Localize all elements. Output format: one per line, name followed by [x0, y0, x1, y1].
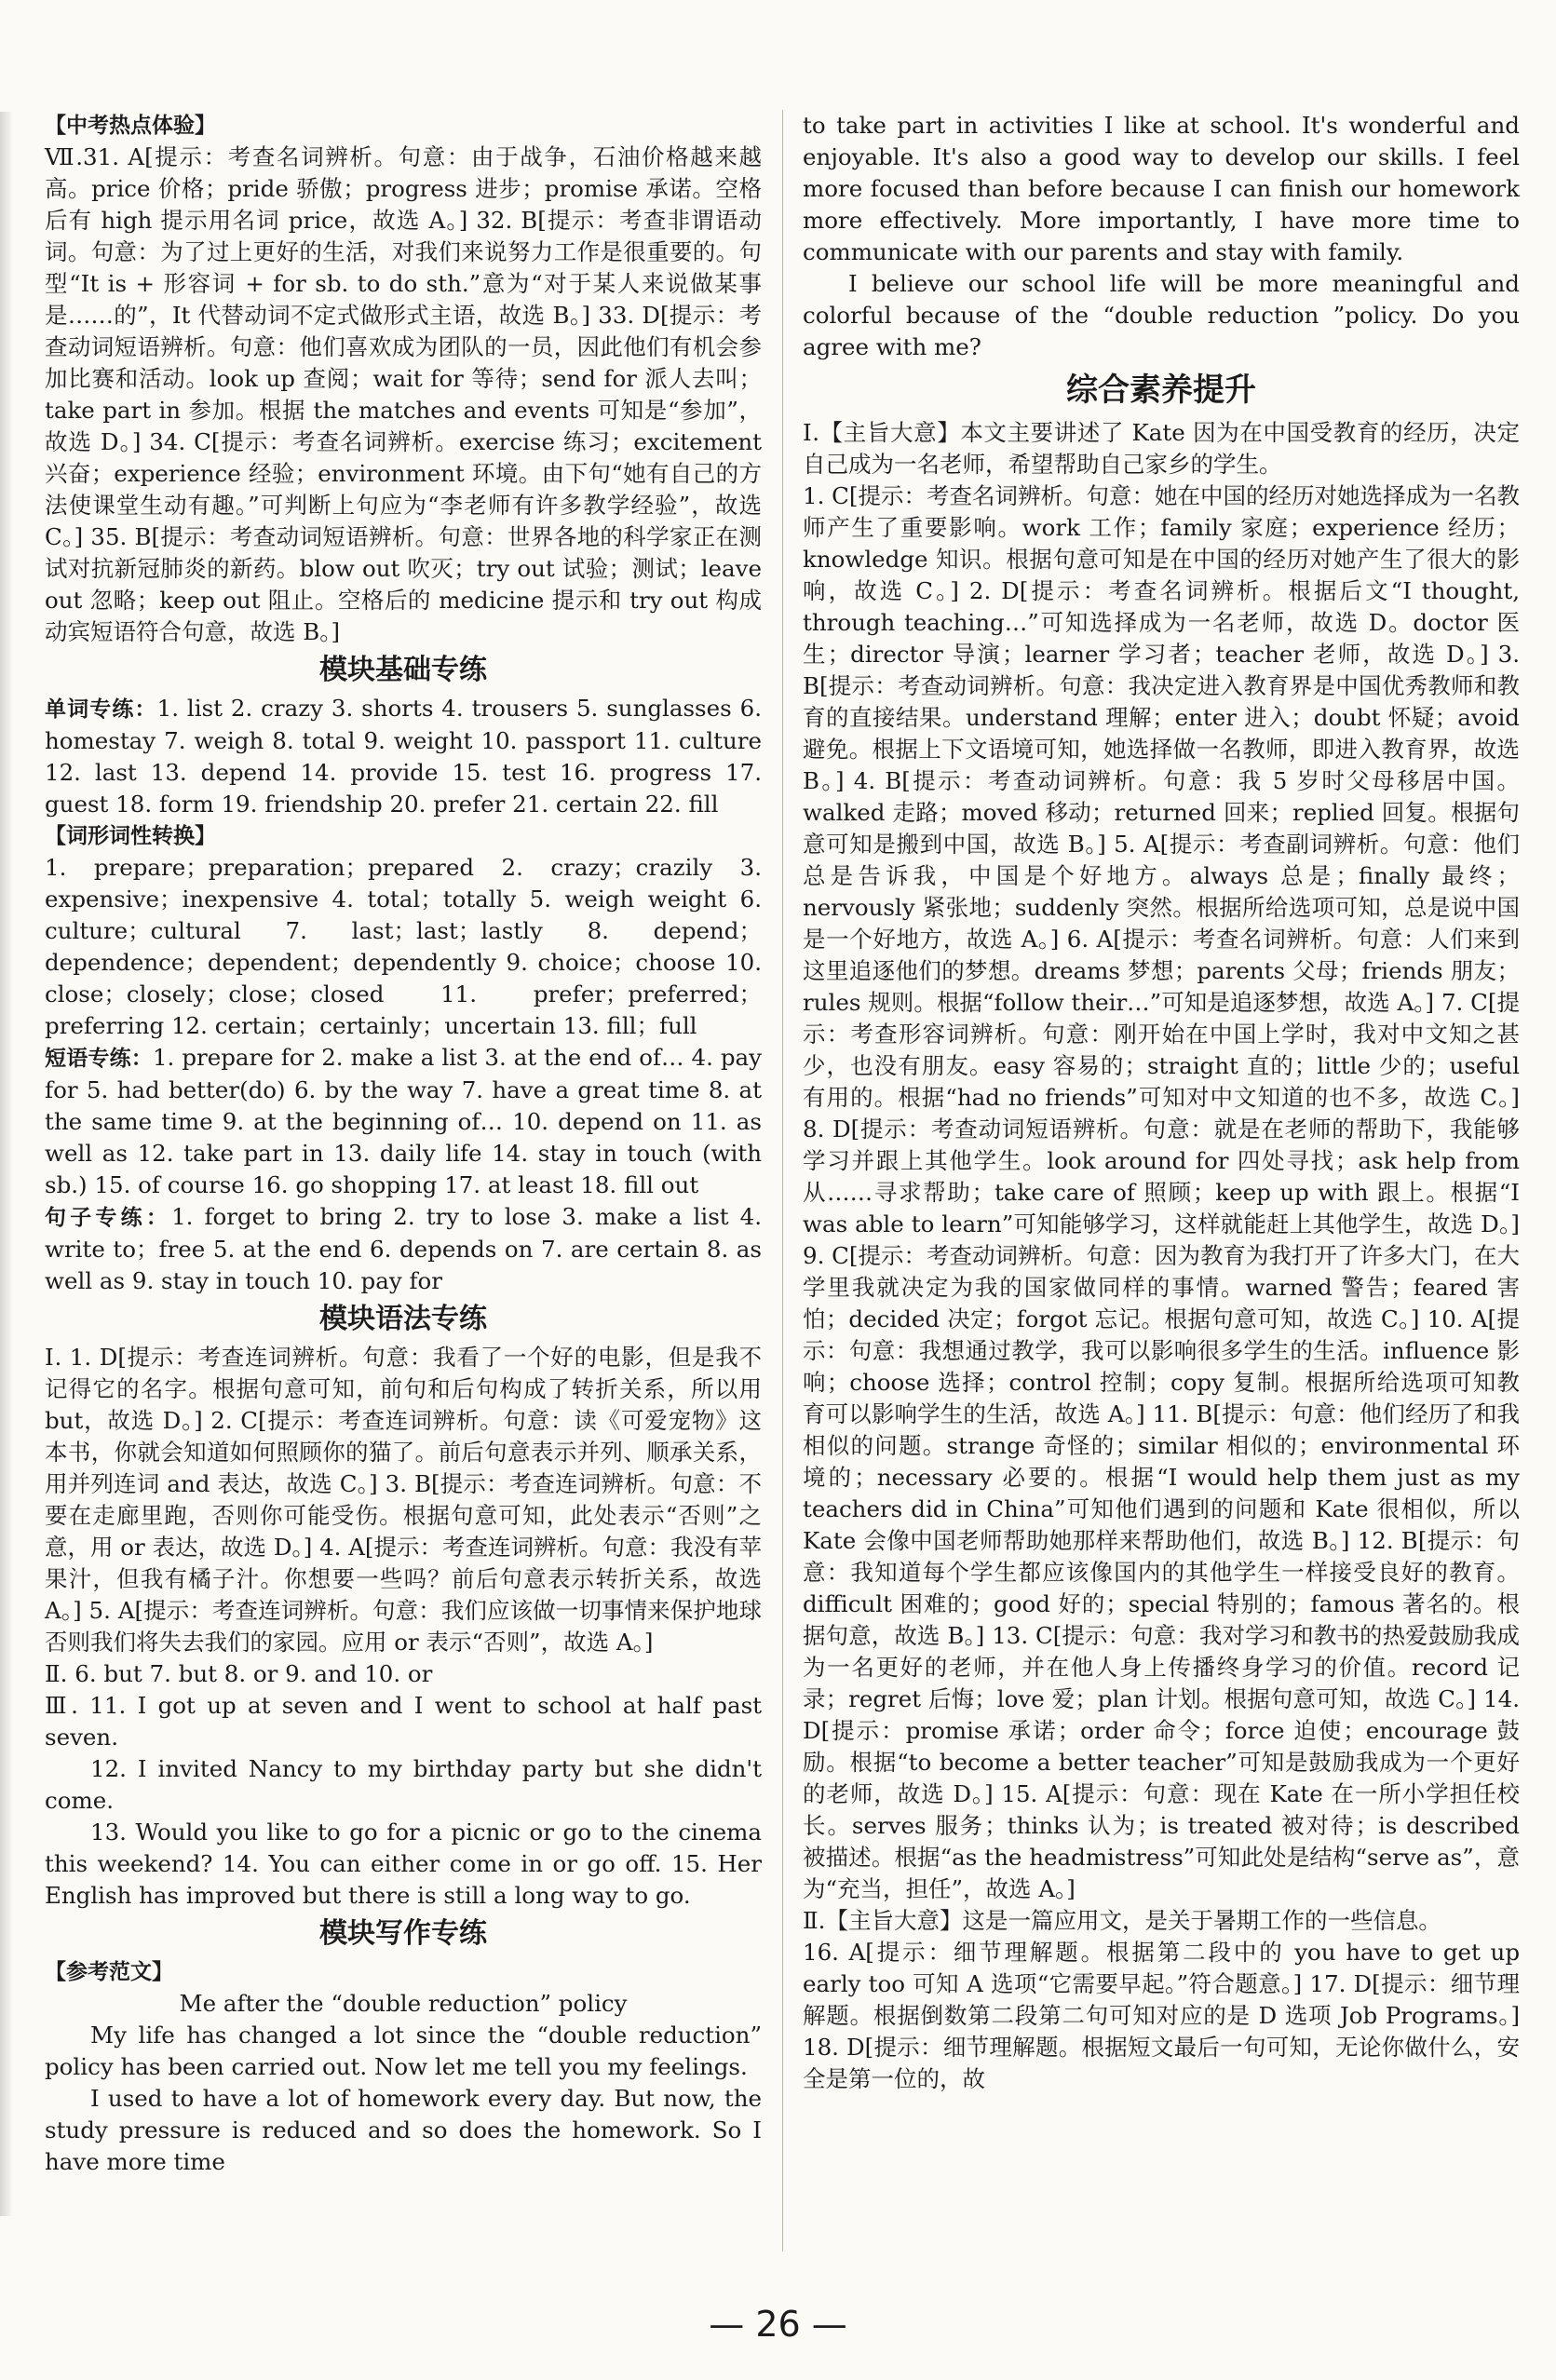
writing-practice-title: 模块写作专练: [319, 1917, 487, 1950]
reference-essay-heading: 【参考范文】: [45, 1960, 173, 1984]
word-practice-label: 单词专练：: [45, 697, 157, 722]
right-column: [803, 110, 1520, 2095]
essay-title: Me after the “double reduction” policy: [179, 1990, 628, 2017]
essay-paragraph-1: My life has changed a lot since the “double reduction” policy has been carried out. Now let me tell you my feelings.: [45, 2022, 762, 2080]
section-2-main-idea: Ⅱ.【主旨大意】这是一篇应用文，是关于暑期工作的一些信息。: [803, 1907, 1441, 1934]
page-number: — 26 —: [709, 2304, 847, 2345]
essay-paragraph-2: I used to have a lot of homework every day. But now, the study pressure is reduced and so does the homework. So I have more time: [45, 2085, 762, 2175]
word-practice-text: 1. list 2. crazy 3. shorts 4. trousers 5. sunglasses 6. homestay 7. weigh 8. total 9. weight 10. passport 11. culture 12. last 13. depend 14. provide 15. test 16. progress 17. guest 18. form 19. friendship 20. prefer 21. certain 22. fill: [45, 695, 762, 818]
column-divider: [782, 110, 783, 2252]
phrase-practice: [45, 1042, 762, 1201]
essay-continuation: to take part in activities I like at school. It's wonderful and enjoyable. It's also a good way to develop our skills. I feel more focused than before because I can finish our homework more effectively. More importantly, I have more time to communicate with our parents and stay with family.: [803, 112, 1520, 265]
section-2-answers: 16. A[提示：细节理解题。根据第二段中的 you have to get up early too 可知 A 选项“它需要早起。”符合题意。] 17. D[提示：细节理解题。根据倒数第二段第二句可知对应的是 D 选项 Job Programs。] 18. D[提示：细节理解题。根据短文最后一句可知，无论你做什么，安全是第一位的，故: [803, 1939, 1520, 2092]
comprehensive-title: 综合素养提升: [1066, 372, 1256, 409]
hot-topic-heading: 【中考热点体验】: [45, 114, 216, 138]
grammar-part-1: Ⅰ. 1. D[提示：考查连词辨析。句意：我看了一个好的电影，但是我不记得它的名字。根据句意可知，前句和后句构成了转折关系，所以用 but，故选 D。] 2. C[提示：考查连词辨析。句意：读《可爱宠物》这本书，你就会知道如何照顾你的猫了。前后句意表示并列、顺承关系，用并列连词 and 表达，故选 C。] 3. B[提示：考查连词辨析。句意：不要在走廊里跑，否则你可能受伤。根据句意可知，此处表示“否则”之意，用 or 表达，故选 D。] 4. A[提示：考查连词辨析。句意：我没有苹果汁，但我有橘子汁。你想要一些吗？前后句意表示转折关系，故选 A。] 5. A[提示：考查连词辨析。句意：我们应该做一切事情来保护地球否则我们将失去我们的家园。应用 or 表示“否则”，故选 A。]: [45, 1344, 762, 1656]
grammar-part-2: Ⅱ. 6. but 7. but 8. or 9. and 10. or: [45, 1660, 433, 1687]
basic-practice-title: 模块基础专练: [319, 654, 487, 686]
binding-edge: [0, 112, 13, 2216]
sentence-practice-text: 1. forget to bring 2. try to lose 3. make a list 4. write to；free 5. at the end 6. depends on 7. are certain 8. as well as 9. stay in touch 10. pay for: [45, 1203, 762, 1294]
essay-paragraph-3: I believe our school life will be more meaningful and colorful because of the “double reduction ”policy. Do you agree with me?: [803, 270, 1520, 360]
phrase-practice-text: 1. prepare for 2. make a list 3. at the end of… 4. pay for 5. had better(do) 6. by the way 7. have a great time 8. at the same time 9. at the beginning of… 10. depend on 11. as well as 12. take part in 13. daily life 14. stay in touch (with sb.) 15. of course 16. go shopping 17. at least 18. fill out: [45, 1044, 762, 1198]
word-conversion-heading: 【词形词性转换】: [45, 824, 216, 848]
sentence-practice-label: 句子专练：: [45, 1206, 172, 1230]
hot-topic-answers: Ⅶ.31. A[提示：考查名词辨析。句意：由于战争，石油价格越来越高。price 价格；pride 骄傲；progress 进步；promise 承诺。空格后有 high 提示用名词 price，故选 A。] 32. B[提示：考查非谓语动词。句意：为了过上更好的生活，对我们来说努力工作是很重要的。句型“It is + 形容词 + for sb. to do sth.”意为“对于某人来说做某事是……的”，It 代替动词不定式做形式主语，故选 B。] 33. D[提示：考查动词短语辨析。句意：他们喜欢成为团队的一员，因此他们有机会参加比赛和活动。look up 查阅；wait for 等待；send for 派人去叫；take part in 参加。根据 the matches and events 可知是“参加”，故选 D。] 34. C[提示：考查名词辨析。exercise 练习；excitement 兴奋；experience 经验；environment 环境。由下句“她有自己的方法使课堂生动有趣。”可判断上句应为“李老师有许多教学经验”，故选 C。] 35. B[提示：考查动词短语辨析。句意：世界各地的科学家正在测试对抗新冠肺炎的新药。blow out 吹灭；try out 试验；测试；leave out 忽略；keep out 阻止。空格后的 medicine 提示和 try out 构成动宾短语符合句意，故选 B。]: [45, 143, 762, 645]
section-1-main-idea: Ⅰ.【主旨大意】本文主要讲述了 Kate 因为在中国受教育的经历，决定自己成为一名老师，希望帮助自己家乡的学生。: [803, 419, 1520, 478]
word-conversion-text: 1. prepare；preparation；prepared 2. crazy；crazily 3. expensive；inexpensive 4. total；totally 5. weigh weight 6. culture；cultural 7. last；last；lastly 8. depend；dependence；dependent；dependently 9. choice；choose 10. close；closely；close；closed 11. prefer；preferred；preferring 12. certain；certainly；uncertain 13. fill；full: [45, 854, 762, 1039]
grammar-practice-title: 模块语法专练: [319, 1303, 487, 1335]
section-1-answers: 1. C[提示：考查名词辨析。句意：她在中国的经历对她选择成为一名教师产生了重要影响。work 工作；family 家庭；experience 经历；knowledge 知识。根据句意可知是在中国的经历对她产生了很大的影响，故选 C。] 2. D[提示：考查名词辨析。根据后文“I thought, through teaching…”可知选择成为一名老师，故选 D。doctor 医生；director 导演；learner 学习者；teacher 老师，故选 D。] 3. B[提示：考查动词辨析。句意：我决定进入教育界是中国优秀教师和教育的直接结果。understand 理解；enter 进入；doubt 怀疑；avoid 避免。根据上下文语境可知，她选择做一名教师，即进入教育界，故选 B。] 4. B[提示：考查动词辨析。句意：我 5 岁时父母移居中国。walked 走路；moved 移动；returned 回来；replied 回复。根据句意可知是搬到中国，故选 B。] 5. A[提示：考查副词辨析。句意：他们总是告诉我，中国是个好地方。always 总是；finally 最终；nervously 紧张地；suddenly 突然。根据所给选项可知，总是说中国是一个好地方，故选 A。] 6. A[提示：考查名词辨析。句意：人们来到这里追逐他们的梦想。dreams 梦想；parents 父母；friends 朋友；rules 规则。根据“follow their…”可知是追逐梦想，故选 A。] 7. C[提示：考查形容词辨析。句意：刚开始在中国上学时，我对中文知之甚少，也没有朋友。easy 容易的；straight 直的；little 少的；useful 有用的。根据“had no friends”可知对中文知道的也不多，故选 C。] 8. D[提示：考查动词短语辨析。句意：就是在老师的帮助下，我能够学习并跟上其他学生。look around for 四处寻找；ask help from 从……寻求帮助；take care of 照顾；keep up with 跟上。根据“I was able to learn”可知能够学习，这样就能赶上其他学生，故选 D。] 9. C[提示：考查动词辨析。句意：因为教育为我打开了许多大门，在大学里我就决定为我的国家做同样的事情。warned 警告；feared 害怕；decided 决定；forgot 忘记。根据句意可知，故选 C。] 10. A[提示：句意：我想通过教学，我可以影响很多学生的生活。influence 影响；choose 选择；control 控制；copy 复制。根据所给选项可知教育可以影响学生的生活，故选 A。] 11. B[提示：句意：他们经历了和我相似的问题。strange 奇怪的；similar 相似的；environmental 环境的；necessary 必要的。根据“I would help them just as my teachers did in China”可知他们遇到的问题和 Kate 很相似，所以 Kate 会像中国老师帮助她那样来帮助他们，故选 B。] 12. B[提示：句意：我知道每个学生都应该像国内的其他学生一样接受良好的教育。difficult 困难的；good 好的；special 特别的；famous 著名的。根据句意，故选 B。] 13. C[提示：句意：我对学习和教书的热爱鼓励我成为一名更好的老师，并在他人身上传播终身学习的价值。record 记录；regret 后悔；love 爱；plan 计划。根据句意可知，故选 C。] 14. D[提示：promise 承诺；order 命令；force 迫使；encourage 鼓励。根据“to become a better teacher”可知是鼓励我成为一个更好的老师，故选 D。] 15. A[提示：句意：现在 Kate 在一所小学担任校长。serves 服务；thinks 认为；is treated 被对待；is described 被描述。根据“as the headmistress”可知此处是结构“serve as”，意为“充当，担任”，故选 A。]: [803, 482, 1520, 1902]
grammar-part-3-line-1: Ⅲ. 11. I got up at seven and I went to school at half past seven.: [45, 1692, 762, 1751]
phrase-practice-label: 短语专练：: [45, 1047, 153, 1071]
grammar-part-3-line-2: 12. I invited Nancy to my birthday party but she didn't come.: [45, 1755, 762, 1814]
grammar-part-3-line-3: 13. Would you like to go for a picnic or go to the cinema this weekend? 14. You can either come in or go off. 15. Her English has improved but there is still a long way to go.: [45, 1819, 762, 1909]
left-column: [45, 110, 762, 2178]
sentence-practice: [45, 1201, 762, 1297]
word-practice: [45, 693, 762, 820]
